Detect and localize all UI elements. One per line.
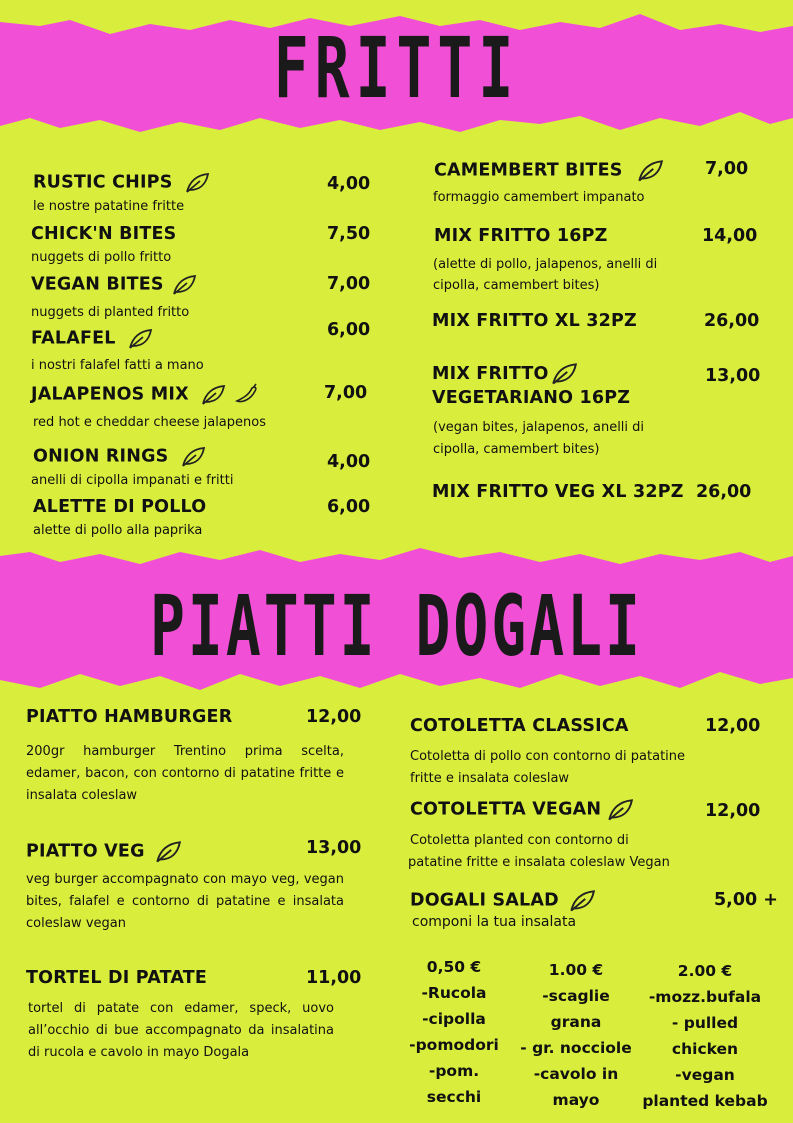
item-description: componi la tua insalata	[412, 914, 577, 930]
item-description: le nostre patatine fritte	[33, 199, 185, 214]
menu-item-tortel-di-patate	[26, 968, 362, 1060]
menu-item-piatto-hamburger	[26, 707, 362, 803]
item-name: DOGALI SALAD	[410, 890, 559, 911]
salad-option: chicken	[671, 1040, 739, 1058]
item-name: FALAFEL	[31, 328, 116, 349]
leaf-icon	[184, 172, 210, 194]
item-price: 14,00	[702, 226, 758, 246]
item-name: COTOLETTA VEGAN	[410, 799, 602, 820]
menu-item-jalapenos-mix	[31, 383, 371, 430]
menu-item-mix-fritto-16pz	[433, 226, 774, 293]
menu-item-mix-fritto-vegetariano-16pz	[432, 362, 772, 457]
item-name: MIX FRITTO XL 32PZ	[432, 311, 637, 331]
item-price: 11,00	[306, 968, 362, 988]
item-price: 7,50	[327, 224, 371, 244]
item-name: ONION RINGS	[33, 446, 169, 467]
item-price: 12,00	[306, 707, 362, 727]
item-price: 6,00	[327, 320, 371, 340]
item-description-line: (alette di pollo, jalapenos, anelli di	[433, 257, 658, 272]
item-name-line: MIX FRITTO	[432, 362, 772, 386]
salad-option: -Rucola	[421, 984, 487, 1002]
item-name: CHICK'N BITES	[31, 224, 177, 244]
salad-option: -mozz.bufala	[648, 988, 762, 1006]
salad-options-050	[404, 954, 504, 1110]
leaf-icon	[568, 889, 596, 913]
item-name: JALAPENOS MIX	[31, 384, 189, 405]
menu-item-alette-di-pollo	[33, 497, 373, 538]
fritti-title: FRITTI	[273, 18, 520, 118]
item-description-line: patatine fritte e insalata coleslaw Vegan	[408, 855, 670, 870]
item-name: PIATTO HAMBURGER	[26, 707, 233, 727]
menu-item-falafel	[31, 320, 371, 373]
item-price: 4,00	[327, 174, 371, 194]
leaf-icon	[154, 840, 182, 864]
item-name: MIX FRITTO 16PZ	[434, 226, 608, 246]
salad-option: secchi	[426, 1088, 482, 1106]
salad-option: - pulled	[671, 1014, 739, 1032]
salad-option: -vegan	[675, 1066, 735, 1084]
item-description-line: (vegan bites, jalapenos, anelli di	[433, 420, 645, 435]
item-name: TORTEL DI PATATE	[26, 968, 208, 988]
item-price: 12,00	[705, 801, 761, 821]
item-price: 12,00	[705, 716, 761, 736]
piatti-dogali-title: PIATTI DOGALI	[150, 576, 643, 676]
menu-item-camembert-bites	[433, 159, 774, 205]
item-description-line: Cotoletta di pollo con contorno di patatine	[410, 749, 686, 764]
item-price: 13,00	[306, 838, 362, 858]
menu-item-vegan-bites	[31, 274, 371, 320]
item-description-line: fritte e insalata coleslaw	[410, 771, 570, 786]
item-name: MIX FRITTO VEG XL 32PZ	[432, 482, 684, 502]
salad-options-200	[639, 958, 771, 1114]
leaf-icon	[171, 274, 197, 296]
item-description: 200gr hamburger Trentino prima scelta, edamer, bacon, con contorno di patatine fritte e insalata coleslaw	[26, 744, 344, 803]
menu-item-chickn-bites	[31, 224, 371, 265]
piatti-dogali-banner	[0, 548, 793, 698]
menu-item-cotoletta-vegan	[408, 798, 770, 870]
salad-option: -scaglie	[542, 987, 610, 1005]
item-price: 13,00	[705, 366, 761, 386]
fritti-banner	[0, 0, 793, 150]
item-price: 6,00	[327, 497, 371, 517]
item-price: 26,00	[696, 482, 752, 502]
item-description: i nostri falafel fatti a mano	[31, 358, 204, 373]
item-description: alette di pollo alla paprika	[33, 523, 203, 538]
item-description: red hot e cheddar cheese jalapenos	[33, 415, 266, 430]
leaf-icon	[180, 446, 206, 468]
salad-options-100	[514, 957, 638, 1113]
item-description: formaggio camembert impanato	[433, 190, 645, 205]
item-price: 7,00	[705, 159, 749, 179]
item-name: ALETTE DI POLLO	[33, 497, 207, 517]
item-description-line: cipolla, camembert bites)	[433, 442, 600, 457]
menu-item-piatto-veg	[26, 838, 362, 931]
item-description: tortel di patate con edamer, speck, uovo all’occhio di bue accompagnato da insalatina di rucola e cavolo in mayo Dogala	[28, 1001, 334, 1060]
leaf-icon	[127, 328, 153, 350]
salad-option: - gr. nocciole	[520, 1039, 632, 1057]
leaf-icon	[200, 384, 226, 406]
item-price: 7,00	[324, 383, 368, 403]
item-price: 4,00	[327, 452, 371, 472]
chili-icon	[233, 383, 261, 407]
menu-item-rustic-chips	[33, 172, 373, 214]
item-description: nuggets di planted fritto	[31, 305, 190, 320]
item-description: nuggets di pollo fritto	[31, 250, 172, 265]
item-description: veg burger accompagnato con mayo veg, vegan bites, falafel e contorno di patatine e insalata coleslaw vegan	[26, 872, 344, 931]
item-price: 5,00 +	[714, 890, 778, 910]
item-name: CAMEMBERT BITES	[434, 160, 623, 181]
salad-option-price: 2.00 €	[677, 962, 733, 980]
menu-item-mix-fritto-veg-xl-32pz	[432, 482, 772, 502]
item-description-line: cipolla, camembert bites)	[433, 278, 600, 293]
item-name: PIATTO VEG	[26, 841, 145, 862]
menu-item-dogali-salad	[410, 889, 780, 930]
item-name: RUSTIC CHIPS	[33, 172, 173, 193]
menu-item-cotoletta-classica	[410, 716, 770, 786]
salad-option: -cavolo in	[533, 1065, 619, 1083]
menu-item-mix-fritto-xl-32pz	[432, 311, 772, 331]
item-name: VEGAN BITES	[31, 274, 164, 295]
leaf-icon	[550, 362, 578, 386]
item-description: anelli di cipolla impanati e fritti	[31, 473, 234, 488]
salad-option: -pom.	[428, 1062, 480, 1080]
salad-option: -cipolla	[422, 1010, 486, 1028]
item-name-line: VEGETARIANO 16PZ	[432, 388, 631, 408]
item-price: 7,00	[327, 274, 371, 294]
salad-option: grana	[550, 1013, 602, 1031]
salad-option-price: 0,50 €	[426, 958, 482, 976]
salad-option: mayo	[552, 1091, 600, 1109]
menu-item-onion-rings	[31, 446, 373, 488]
leaf-icon	[606, 798, 634, 822]
item-description-line: Cotoletta planted con contorno di	[410, 833, 629, 848]
salad-option: planted kebab	[642, 1092, 768, 1110]
salad-option: -pomodori	[409, 1036, 499, 1054]
salad-option-price: 1.00 €	[548, 961, 604, 979]
item-name: COTOLETTA CLASSICA	[410, 716, 629, 736]
item-price: 26,00	[704, 311, 760, 331]
leaf-icon	[636, 159, 664, 183]
